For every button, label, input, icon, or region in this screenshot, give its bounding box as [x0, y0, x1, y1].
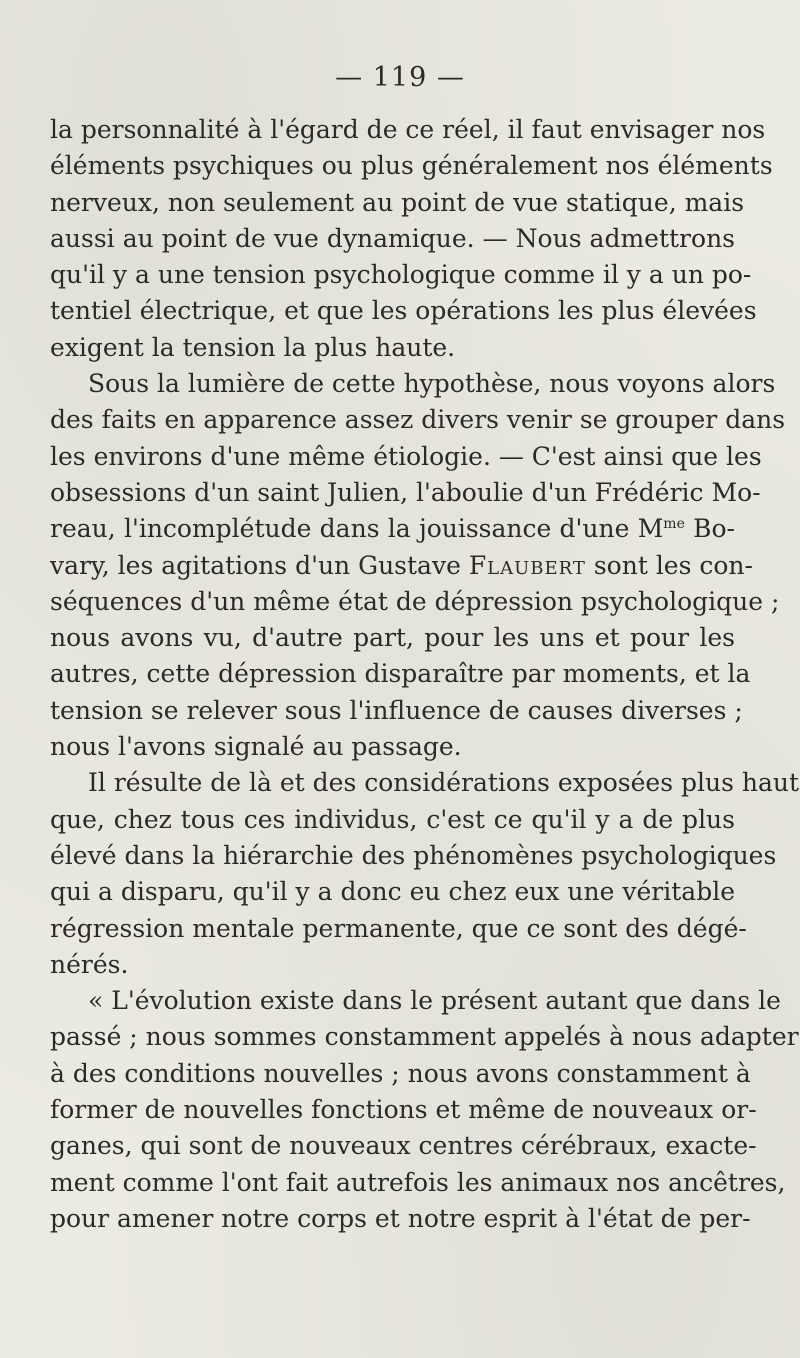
text-line: ganes, qui sont de nouveaux centres cérébraux, exacte- — [50, 1131, 757, 1161]
superscript: me — [663, 516, 685, 533]
text-segment: sont les con- — [585, 550, 753, 580]
text-line: les environs d'une même étiologie. — C'est ainsi que les — [50, 441, 762, 471]
text-line: pour amener notre corps et notre esprit à l'état de per- — [50, 1203, 751, 1233]
text-line: des faits en apparence assez divers venir se grouper dans — [50, 405, 786, 435]
text-line: exigent la tension la plus haute. — [50, 332, 456, 362]
text-line: passé ; nous sommes constamment appelés à nous adapter — [50, 1022, 799, 1052]
text-line: que, chez tous ces individus, c'est ce qu'il y a de plus — [50, 804, 735, 834]
text-line: autres, cette dépression disparaître par moments, et la — [50, 659, 751, 689]
text-line: séquences d'un même état de dépression psychologique ; — [50, 586, 780, 616]
text-line: nerveux, non seulement au point de vue statique, mais — [50, 187, 745, 217]
text-line: qu'il y a une tension psychologique comme il y a un po- — [50, 260, 752, 290]
text-segment: vary, les agitations d'un Gustave — [50, 550, 469, 580]
text-segment: Bo- — [684, 514, 735, 544]
text-line: régression mentale permanente, que ce sont des dégé- — [50, 913, 747, 943]
author-name-small-caps: Flaubert — [468, 550, 586, 580]
text-line: ment comme l'ont fait autrefois les animaux nos ancêtres, — [50, 1167, 786, 1197]
text-line — [50, 511, 735, 547]
text-line: tension se relever sous l'influence de causes diverses ; — [50, 695, 743, 725]
text-line: former de nouvelles fonctions et même de nouveaux or- — [50, 1095, 757, 1125]
text-line: éléments psychiques ou plus généralement nos éléments — [50, 151, 773, 181]
text-line: à des conditions nouvelles ; nous avons constamment à — [50, 1058, 751, 1088]
text-line: aussi au point de vue dynamique. — Nous admettrons — [50, 223, 735, 253]
page-number-header: — 119 — — [335, 62, 465, 93]
text-line: nous avons vu, d'autre part, pour les uns et pour les — [50, 623, 735, 653]
text-line: obsessions d'un saint Julien, l'aboulie d'un Frédéric Mo- — [50, 477, 761, 507]
text-segment: reau, l'incomplétude dans la jouissance d'une M — [50, 514, 664, 544]
body-text — [50, 112, 800, 1237]
text-line: nérés. — [50, 949, 129, 979]
text-line: nous l'avons signalé au passage. — [50, 732, 462, 762]
text-line: la personnalité à l'égard de ce réel, il faut envisager nos — [50, 115, 766, 144]
text-line — [50, 548, 753, 584]
text-line: élevé dans la hiérarchie des phénomènes psychologiques — [50, 840, 777, 870]
text-line: qui a disparu, qu'il y a donc eu chez eux une véritable — [50, 877, 735, 907]
text-line: Sous la lumière de cette hypothèse, nous voyons alors — [88, 369, 776, 399]
text-line: « L'évolution existe dans le présent autant que dans le — [88, 986, 781, 1016]
text-line: Il résulte de là et des considérations exposées plus haut — [88, 768, 800, 798]
text-line: tentiel électrique, et que les opérations les plus élevées — [50, 296, 757, 326]
